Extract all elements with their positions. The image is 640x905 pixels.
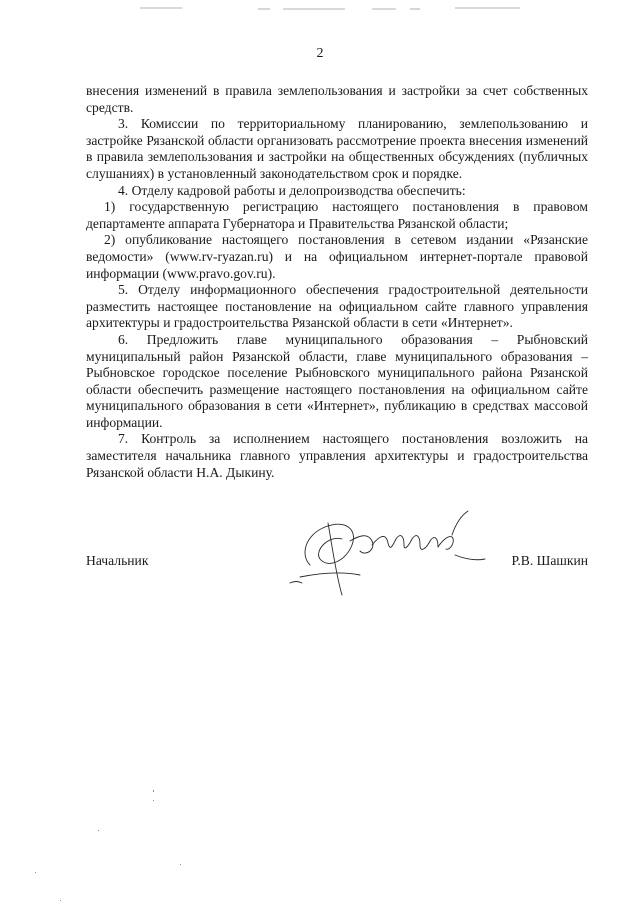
handwritten-signature — [280, 495, 510, 605]
paragraph-item-5: 5. Отделу информационного обеспечения градостроительной деятельности разместить настоящее постановление на официальном сайте главного управления архитектуры и градостроительства Рязанской области в сети «Интернет». — [86, 282, 588, 331]
scan-artifact-marks — [0, 0, 640, 30]
signer-position: Начальник — [86, 553, 149, 568]
signer-name: Р.В. Шашкин — [511, 553, 588, 568]
page-number: 2 — [316, 46, 324, 61]
paragraph-subitem-2: 2) опубликование настоящего постановления в сетевом издании «Рязанские ведомости» (www.rv-ryazan.ru) и на официальном интернет-портале правовой информации (www.pravo.gov.ru). — [86, 232, 588, 281]
document-body — [86, 83, 588, 481]
paragraph-item-3: 3. Комиссии по территориальному планированию, землепользованию и застройке Рязанской области организовать рассмотрение проекта внесения изменений в правила землепользования и застройки на общественных обсуждениях (публичных слушаниях) в установленный законодательством срок и порядке. — [86, 116, 588, 181]
paragraph-item-6: 6. Предложить главе муниципального образования – Рыбновский муниципальный район Рязанской области, главе муниципального образования – Рыбновское городское поселение Рыбновского муниципального района Рязанской области обеспечить размещение настоящего постановления на официальном сайте муниципального образования в сети «Интернет», публикацию в средствах массовой информации. — [86, 331, 588, 430]
scan-noise — [0, 760, 640, 905]
paragraph-item-7: 7. Контроль за исполнением настоящего постановления возложить на заместителя начальника главного управления архитектуры и градостроительства Рязанской области Н.А. Дыкину. — [86, 431, 588, 480]
signature-block — [86, 553, 588, 573]
paragraph-continuation: внесения изменений в правила землепользования и застройки за счет собственных средств. — [86, 83, 588, 115]
paragraph-item-4: 4. Отделу кадровой работы и делопроизводства обеспечить: — [118, 182, 466, 198]
paragraph-subitem-1: 1) государственную регистрацию настоящего постановления в правовом департаменте аппарата Губернатора и Правительства Рязанской области; — [86, 199, 588, 231]
